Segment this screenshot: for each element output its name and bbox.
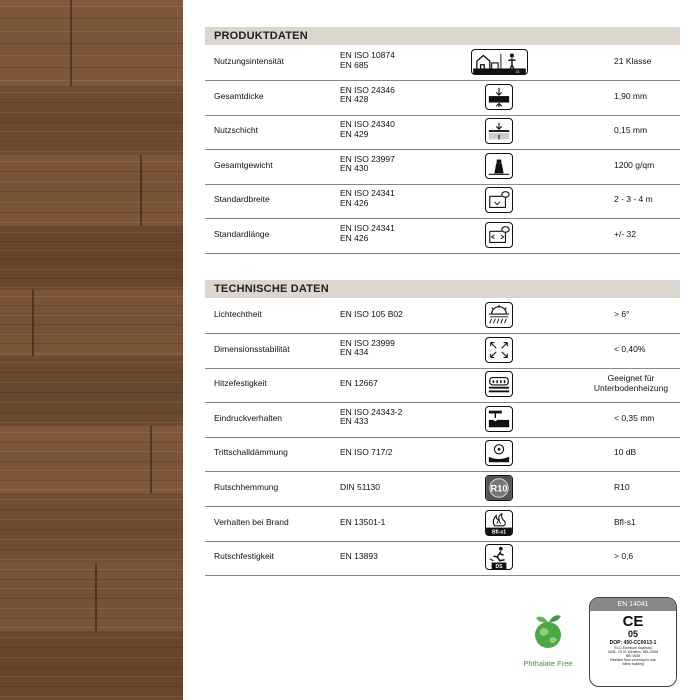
row-norm [340,483,440,493]
table-row [205,541,680,576]
wood-grain [0,608,183,609]
wood-grain [0,343,183,344]
wood-grain [0,141,183,142]
wood-grain [0,489,183,490]
row-label: Rutschfestigkeit [214,551,274,562]
wood-grain [0,232,183,233]
row-norm [340,379,440,389]
usage-class-icon [471,49,528,75]
wood-grain [0,362,183,363]
ce-year: 05 [627,629,638,639]
wood-grain [0,278,183,279]
ce-fine-print-1: 0428 - BTVL Wentlem, BELGIUM [607,650,659,654]
wood-grain [0,372,183,373]
light-fastness-icon [485,302,513,328]
wood-grain [0,250,183,251]
slip-ds-icon [485,544,513,570]
norm-line: EN 13501-1 [340,516,386,527]
table-row [205,437,680,472]
wood-grain [0,442,183,443]
dimensional-stability-icon [485,337,513,363]
wood-grain [0,43,183,44]
wood-seam [150,426,152,493]
wood-seam [95,563,97,631]
roll-length-icon [485,222,513,248]
wood-grain [0,171,183,172]
norm-line: EN 428 [340,94,369,105]
wood-seam [140,155,142,226]
underfloor-heating-icon [485,371,513,397]
table-row [205,507,680,542]
ce-fine-print-2: NB: 0638 [625,654,641,658]
ce-certification-label [589,597,677,687]
wood-grain [0,202,183,203]
section-header-technische-daten [205,280,680,298]
norm-line: EN ISO 24343-2 [340,406,403,417]
fire-behaviour-icon [485,510,513,536]
row-value: 10 dB [614,447,637,458]
wood-grain [0,579,183,580]
row-label: Dimensionsstabilität [214,343,290,354]
table-row [205,81,680,116]
row-value: > 6° [614,309,630,319]
wood-grain [0,315,183,316]
row-label: Trittschalldämmung [214,447,288,458]
wood-grain [0,412,183,413]
row-label: Standardbreite [214,194,270,205]
wood-grain [0,67,183,68]
row-value: 1,90 mm [614,90,648,101]
wood-grain [0,392,183,393]
wood-grain [0,588,183,589]
table-row [205,403,680,438]
norm-line: EN 429 [340,128,369,139]
norm-line: EN 685 [340,59,369,70]
norm-line: EN ISO 105 B02 [340,309,403,319]
roll-width-icon [485,187,513,213]
ce-norm: EN 14041 [590,598,676,611]
wood-grain [0,18,183,19]
row-value: +/- 32 [614,229,636,239]
wood-grain [0,31,183,32]
svg-text:DS: DS [495,564,503,570]
norm-line: EN ISO 23997 [340,153,395,164]
wood-grain [0,667,183,668]
total-thickness-icon [485,84,513,110]
wood-grain [0,296,183,297]
row-value: > 0,6 [614,551,634,562]
row-norm [340,120,440,139]
wood-grain [0,549,183,550]
row-value: Bfl-s1 [614,516,636,527]
phthalate-free-badge [517,612,579,668]
row-label: Nutzungsintensität [214,56,284,66]
norm-line: EN ISO 24341 [340,223,395,233]
norm-line: EN 433 [340,416,369,427]
row-value: R10 [614,482,630,492]
section-header-produktdaten [205,27,680,45]
table-row [205,150,680,185]
wood-grain [0,499,183,500]
row-norm [340,224,440,243]
wood-grain [0,259,183,260]
value-line: Unterbodenheizung [593,383,669,394]
wood-grain [0,637,183,638]
row-label: Eindruckverhalten [214,412,283,423]
wood-grain [0,559,183,560]
wood-grain [0,287,183,288]
wood-grain [0,181,183,182]
row-value: < 0,35 mm [614,412,655,423]
row-norm [340,51,440,70]
row-norm [340,310,440,320]
row-norm [340,448,440,458]
wood-grain [0,676,183,677]
wood-grain [0,451,183,452]
wood-grain [0,519,183,520]
row-label: Hitzefestigkeit [214,378,267,389]
indentation-icon [485,406,513,432]
norm-line: EN ISO 23999 [340,337,395,348]
wood-grain [0,402,183,403]
wood-grain [0,92,183,93]
wood-grain [0,569,183,570]
wood-grain [0,305,183,306]
svg-text:21: 21 [515,70,520,74]
slip-resistance-r10-icon [485,475,513,501]
table-row [205,368,680,403]
wood-grain [0,696,183,697]
wood-grain [0,131,183,132]
wood-grain [0,191,183,192]
wood-grain [0,241,183,242]
row-value: 1200 g/qm [614,159,655,170]
weight-icon [485,153,513,179]
phthalate-free-label: Phthalate Free [523,659,573,668]
wood-grain [0,470,183,471]
value-line: Geeignet für [607,373,655,384]
wood-seam [32,290,34,356]
ce-fine-print-3: Resilient floor covering for use [610,658,656,662]
wood-grain [0,122,183,123]
row-norm [340,189,440,208]
ce-fine-print-0: Ei-Ci Evriniyon Soylmanj [614,646,652,650]
wood-floor-texture [0,0,183,700]
row-label: Verhalten bei Brand [214,516,289,527]
wood-grain [0,647,183,648]
table-row [205,219,680,254]
row-value: < 0,40% [614,343,646,354]
norm-line: EN 430 [340,163,369,174]
ce-fine-print-4: within building [622,662,644,666]
row-norm [340,408,440,427]
wood-plank [0,631,183,700]
wood-grain [0,222,183,223]
wood-grain [0,324,183,325]
row-norm [340,518,440,528]
phthalate-free-globe-icon [528,612,568,652]
row-value [585,373,677,393]
row-label: Standardlänge [214,229,270,239]
table-row [205,184,680,219]
wood-grain [0,151,183,152]
wear-layer-icon [485,118,513,144]
wood-grain [0,461,183,462]
section-title: TECHNISCHE DATEN [214,283,329,295]
wood-grain [0,212,183,213]
row-label: Rutschhemmung [214,482,279,492]
row-norm [340,552,440,562]
wood-grain [0,161,183,162]
wood-grain [0,539,183,540]
ce-mark: CE [622,613,644,630]
table-row [205,115,680,150]
table-row [205,299,680,334]
row-value: 21 Klasse [614,56,652,66]
wood-grain [0,80,183,81]
norm-line: EN ISO 24346 [340,84,395,95]
impact-sound-icon [485,440,513,466]
row-norm [340,86,440,105]
norm-line: EN ISO 10874 [340,50,395,60]
wood-grain [0,598,183,599]
wood-grain [0,422,183,423]
table-row [205,46,680,81]
row-norm [340,339,440,358]
ce-dop: DOP: 450-CC0013-1 [609,640,657,646]
norm-line: EN ISO 24341 [340,188,395,199]
norm-line: EN 13893 [340,551,378,562]
wood-grain [0,382,183,383]
wood-grain [0,657,183,658]
wood-grain [0,353,183,354]
wood-grain [0,480,183,481]
wood-grain [0,509,183,510]
norm-line: EN 12667 [340,378,378,389]
row-norm [340,155,440,174]
svg-text:Bfl-s1: Bfl-s1 [491,529,507,535]
norm-line: EN 426 [340,232,369,243]
row-value: 2 - 3 - 4 m [614,194,653,205]
wood-grain [0,112,183,113]
section-title: PRODUKTDATEN [214,30,308,42]
norm-line: EN ISO 24340 [340,119,395,130]
wood-seam [70,0,72,86]
row-label: Gesamtdicke [214,90,264,101]
norm-line: EN 426 [340,197,369,208]
wood-grain [0,686,183,687]
wood-grain [0,334,183,335]
table-row [205,472,680,507]
table-row [205,334,680,369]
wood-grain [0,269,183,270]
norm-line: DIN 51130 [340,482,381,492]
wood-grain [0,55,183,56]
row-value: 0,15 mm [614,125,648,136]
row-label: Gesamtgewicht [214,159,273,170]
wood-grain [0,618,183,619]
wood-grain [0,432,183,433]
svg-text:R10: R10 [490,483,508,494]
norm-line: EN ISO 717/2 [340,447,393,458]
wood-grain [0,627,183,628]
wood-grain [0,6,183,7]
wood-grain [0,529,183,530]
row-label: Nutzschicht [214,125,258,136]
norm-line: EN 434 [340,347,369,358]
row-label: Lichtechtheit [214,309,262,319]
wood-grain [0,102,183,103]
